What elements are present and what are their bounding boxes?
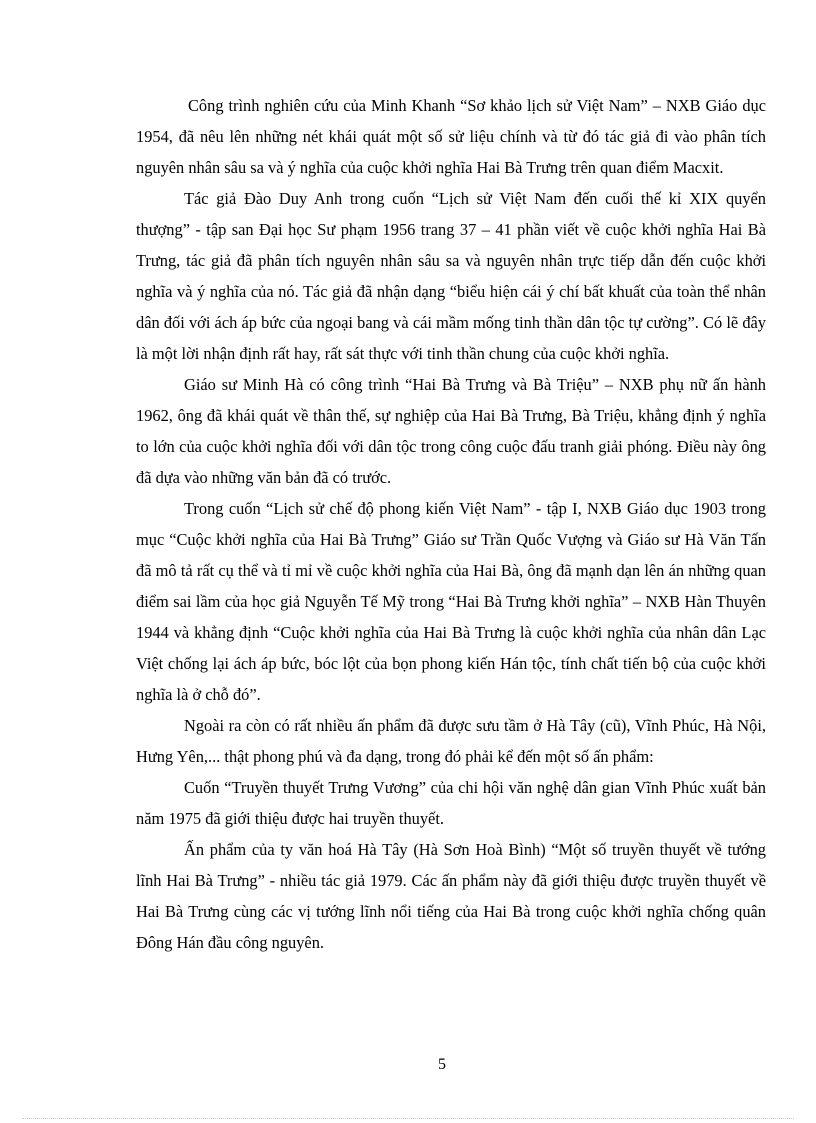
paragraph-truyen-thuyet-trung-vuong: Cuốn “Truyền thuyết Trưng Vương” của chi hội văn nghệ dân gian Vĩnh Phúc xuất bản năm 1975 đã giới thiệu được hai truyền thuyết.	[136, 778, 766, 828]
paragraph-minh-ha: Giáo sư Minh Hà có công trình “Hai Bà Trưng và Bà Triệu” – NXB phụ nữ ấn hành 1962, ông đã khái quát về thân thế, sự nghiệp của Hai Bà Trưng, Bà Triệu, khẳng định ý nghĩa to lớn của cuộc khởi nghĩa đối với dân tộc trong công cuộc đấu tranh giải phóng. Điều này ông đã dựa vào những văn bản đã có trước.	[136, 375, 766, 487]
page-number: 5	[438, 1056, 446, 1073]
paragraph-dao-duy-anh: Tác giả Đào Duy Anh trong cuốn “Lịch sử Việt Nam đến cuối thế kỉ XIX quyển thượng” - tập san Đại học Sư phạm 1956 trang 37 – 41 phần viết về cuộc khởi nghĩa Hai Bà Trưng, tác giả đã phân tích nguyên nhân sâu sa và nguyên nhân trực tiếp dẫn đến cuộc khởi nghĩa và ý nghĩa của nó. Tác giả đã nhận dạng “biểu hiện cái ý chí bất khuất của toàn thể nhân dân đối với ách áp bức của ngoại bang và cái mầm mống tinh thần dân tộc tự cường”. Có lẽ đây là một lời nhận định rất hay, rất sát thực với tinh thần chung của cuộc khởi nghĩa.	[136, 189, 766, 363]
paragraph-an-pham-ha-tay: Ấn phẩm của ty văn hoá Hà Tây (Hà Sơn Hoà Bình) “Một số truyền thuyết về tướng lĩnh Hai Bà Trưng” - nhiều tác giả 1979. Các ấn phẩm này đã giới thiệu được truyền thuyết về Hai Bà Trưng cùng các vị tướng lĩnh nổi tiếng của Hai Bà trong cuộc khởi nghĩa chống quân Đông Hán đầu công nguyên.	[136, 840, 766, 952]
paragraph-an-pham-suu-tam: Ngoài ra còn có rất nhiều ấn phẩm đã được sưu tầm ở Hà Tây (cũ), Vĩnh Phúc, Hà Nội, Hưng Yên,... thật phong phú và đa dạng, trong đó phải kể đến một số ấn phẩm:	[136, 716, 766, 766]
paragraph-lich-su-che-do-phong-kien: Trong cuốn “Lịch sử chế độ phong kiến Việt Nam” - tập I, NXB Giáo dục 1903 trong mục “Cuộc khởi nghĩa của Hai Bà Trưng” Giáo sư Trần Quốc Vượng và Giáo sư Hà Văn Tấn đã mô tả rất cụ thể và tỉ mỉ về cuộc khởi nghĩa của Hai Bà, ông đã mạnh dạn lên án những quan điểm sai lầm của học giả Nguyễn Tế Mỹ trong “Hai Bà Trưng khởi nghĩa” – NXB Hàn Thuyên 1944 và khẳng định “Cuộc khởi nghĩa của Hai Bà Trưng là cuộc khởi nghĩa của nhân dân Lạc Việt chống lại ách áp bức, bóc lột của bọn phong kiến Hán tộc, tính chất tiến bộ của cuộc khởi nghĩa là ở chỗ đó”.	[136, 499, 766, 704]
page-bottom-divider	[22, 1118, 794, 1119]
body-text	[136, 90, 766, 958]
paragraph-minh-khanh: Công trình nghiên cứu của Minh Khanh “Sơ khảo lịch sử Việt Nam” – NXB Giáo dục 1954, đã nêu lên những nét khái quát một số sử liệu chính và từ đó tác giả đi vào phân tích nguyên nhân sâu sa và ý nghĩa của cuộc khởi nghĩa Hai Bà Trưng trên quan điểm Macxit.	[136, 96, 766, 177]
